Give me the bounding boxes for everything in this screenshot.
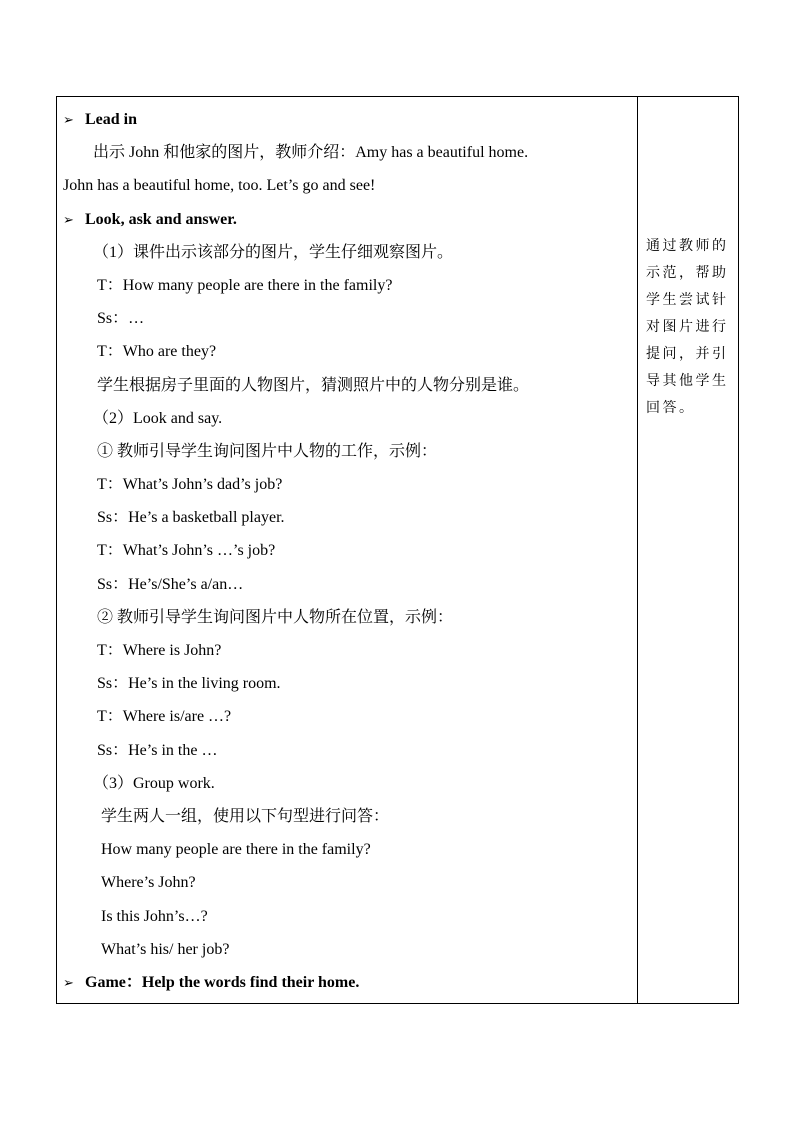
- text-line: Ss：He’s in the living room.: [97, 675, 281, 693]
- text-line: ① 教师引导学生询问图片中人物的工作，示例：: [97, 442, 438, 460]
- note-line: 学生尝试针: [646, 292, 729, 308]
- text-line: Where’s John?: [101, 874, 196, 892]
- text-line: （2）Look and say.: [93, 409, 223, 427]
- section-heading-look-ask-answer: ➢ Look, ask and answer.: [63, 203, 637, 236]
- text-line: Ss：He’s in the …: [97, 741, 218, 759]
- text-line: T：Where is/are …?: [97, 708, 232, 726]
- text-line: 出示 John 和他家的图片，教师介绍：Amy has a beautiful home.: [93, 144, 529, 162]
- section-heading-lead-in: ➢ Lead in: [63, 103, 637, 136]
- note-line: 导其他学生: [646, 373, 729, 389]
- text-line: Ss：He’s a basketball player.: [97, 509, 285, 527]
- note-line: 示范，帮助: [646, 265, 729, 281]
- text-line: T：What’s John’s dad’s job?: [97, 476, 283, 494]
- text-line: T：What’s John’s …’s job?: [97, 542, 276, 560]
- note-line: 对图片进行: [646, 319, 729, 335]
- note-line: 提问，并引: [646, 346, 729, 362]
- arrow-bullet-icon: ➢: [63, 212, 74, 228]
- table-row: [57, 97, 739, 1004]
- text-line: 学生两人一组，使用以下句型进行问答：: [101, 807, 390, 825]
- teaching-steps-cell: [57, 97, 638, 1004]
- text-line: John has a beautiful home, too. Let’s go and see!: [63, 177, 376, 195]
- text-line: Ss：…: [97, 310, 145, 328]
- text-line: 学生根据房子里面的人物图片，猜测照片中的人物分别是谁。: [97, 376, 530, 394]
- design-notes-cell: [638, 97, 739, 1004]
- lesson-plan-table: [56, 96, 739, 1004]
- text-line: （3）Group work.: [93, 774, 215, 792]
- text-line: T：How many people are there in the family?: [97, 276, 393, 294]
- text-line: What’s his/ her job?: [101, 940, 230, 958]
- text-line: ② 教师引导学生询问图片中人物所在位置，示例：: [97, 608, 454, 626]
- note-line: 通过教师的: [646, 238, 729, 254]
- text-line: T：Who are they?: [97, 343, 217, 361]
- text-line: Ss：He’s/She’s a/an…: [97, 575, 244, 593]
- arrow-bullet-icon: ➢: [63, 113, 74, 128]
- text-line: How many people are there in the family?: [101, 841, 371, 859]
- text-line: T：Where is John?: [97, 642, 222, 659]
- arrow-bullet-icon: ➢: [63, 975, 74, 991]
- text-line: （1）课件出示该部分的图片，学生仔细观察图片。: [93, 243, 454, 261]
- note-line: 回答。: [646, 400, 696, 416]
- text-line: Is this John’s…?: [101, 907, 208, 925]
- section-heading-game: ➢ Game：Help the words find their home.: [63, 966, 637, 999]
